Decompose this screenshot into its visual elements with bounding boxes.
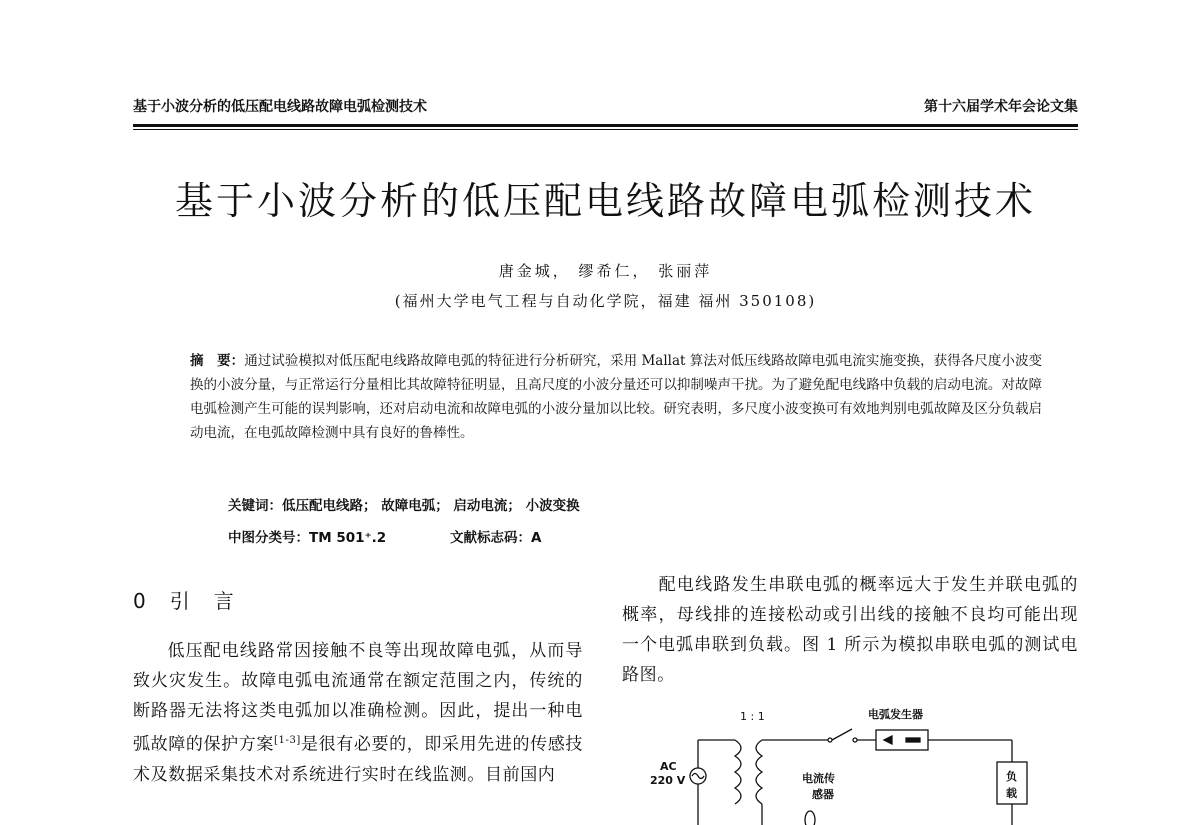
sensor-label-1: 电流传 (802, 772, 835, 785)
citation: [1-3] (274, 735, 301, 746)
section-title-char-1: 引 (169, 589, 192, 613)
section-number: 0 (133, 589, 148, 613)
section-heading (133, 585, 258, 614)
sensor-label-2: 感器 (812, 788, 834, 801)
header-rule-thick (133, 124, 1078, 127)
left-paragraph-continued: 是很有必要的，即采用先进的传感技术及数据采集技术对系统进行实时在线监测。目前国内 (133, 734, 583, 785)
document-code: 文献标志码：A (450, 530, 542, 546)
running-header-title: 基于小波分析的低压配电线路故障电弧检测技术 (133, 99, 427, 115)
section-title-char-2: 言 (213, 589, 236, 613)
paper-authors: 唐金城， 缪希仁， 张丽萍 (498, 262, 713, 280)
abstract (190, 349, 1042, 445)
test-circuit-figure (640, 702, 1080, 825)
body-left-column (133, 636, 583, 790)
switch-icon (828, 729, 876, 742)
current-sensor-icon (762, 804, 815, 825)
header-rule-thin (133, 129, 1078, 130)
right-paragraph-text: 配电线路发生串联电弧的概率远大于发生并联电弧的概率，母线排的连接松动或引出线的接触不良均可能出现一个电弧串联到负载。图 1 所示为模拟串联电弧的测试电路图。 (622, 575, 1078, 685)
abstract-text: 通过试验模拟对低压配电线路故障电弧的特征进行分析研究，采用 Mallat 算法对低压线路故障电弧电流实施变换，获得各尺度小波变换的小波分量，与正常运行分量相比其故障特征明显，且高尺度的小波分量还可以抑制噪声干扰。为了避免配电线路中负载的启动电流。对故障电弧检测产生可能的误判影响，还对启动电流和故障电弧的小波分量加以比较。研究表明，多尺度小波变换可有效地判别电弧故障及区分负载启动电流，在电弧故障检测中具有良好的鲁棒性。 (190, 353, 1043, 441)
body-right-column (622, 570, 1078, 690)
abstract-label: 摘 要： (190, 353, 245, 369)
transformer-ratio-label: 1 : 1 (740, 710, 765, 723)
left-paragraph-text: 低压配电线路常因接触不良等出现故障电弧，从而导致火灾发生。故障电弧电流通常在额定范围之内，传统的断路器无法将这类电弧加以准确检测。因此，提出一种电弧故障的保护方案 (133, 641, 583, 755)
arc-generator-label: 电弧发生器 (868, 708, 923, 721)
classification-number: 中图分类号：TM 501⁺.2 (228, 530, 387, 546)
running-header-proceedings: 第十六届学术年会论文集 (924, 99, 1078, 115)
voltage-label: 220 V (650, 774, 686, 787)
arc-generator-icon (876, 730, 1012, 762)
ac-label: AC (660, 760, 677, 773)
paper-title: 基于小波分析的低压配电线路故障电弧检测技术 (174, 179, 1036, 223)
load-label-2: 载 (1006, 787, 1017, 800)
paper-affiliation: (福州大学电气工程与自动化学院，福建 福州 350108) (394, 292, 817, 310)
keywords: 关键词：低压配电线路； 故障电弧； 启动电流； 小波变换 (228, 498, 580, 514)
ac-source-icon (690, 740, 735, 825)
load-label-1: 负 (1006, 770, 1017, 783)
